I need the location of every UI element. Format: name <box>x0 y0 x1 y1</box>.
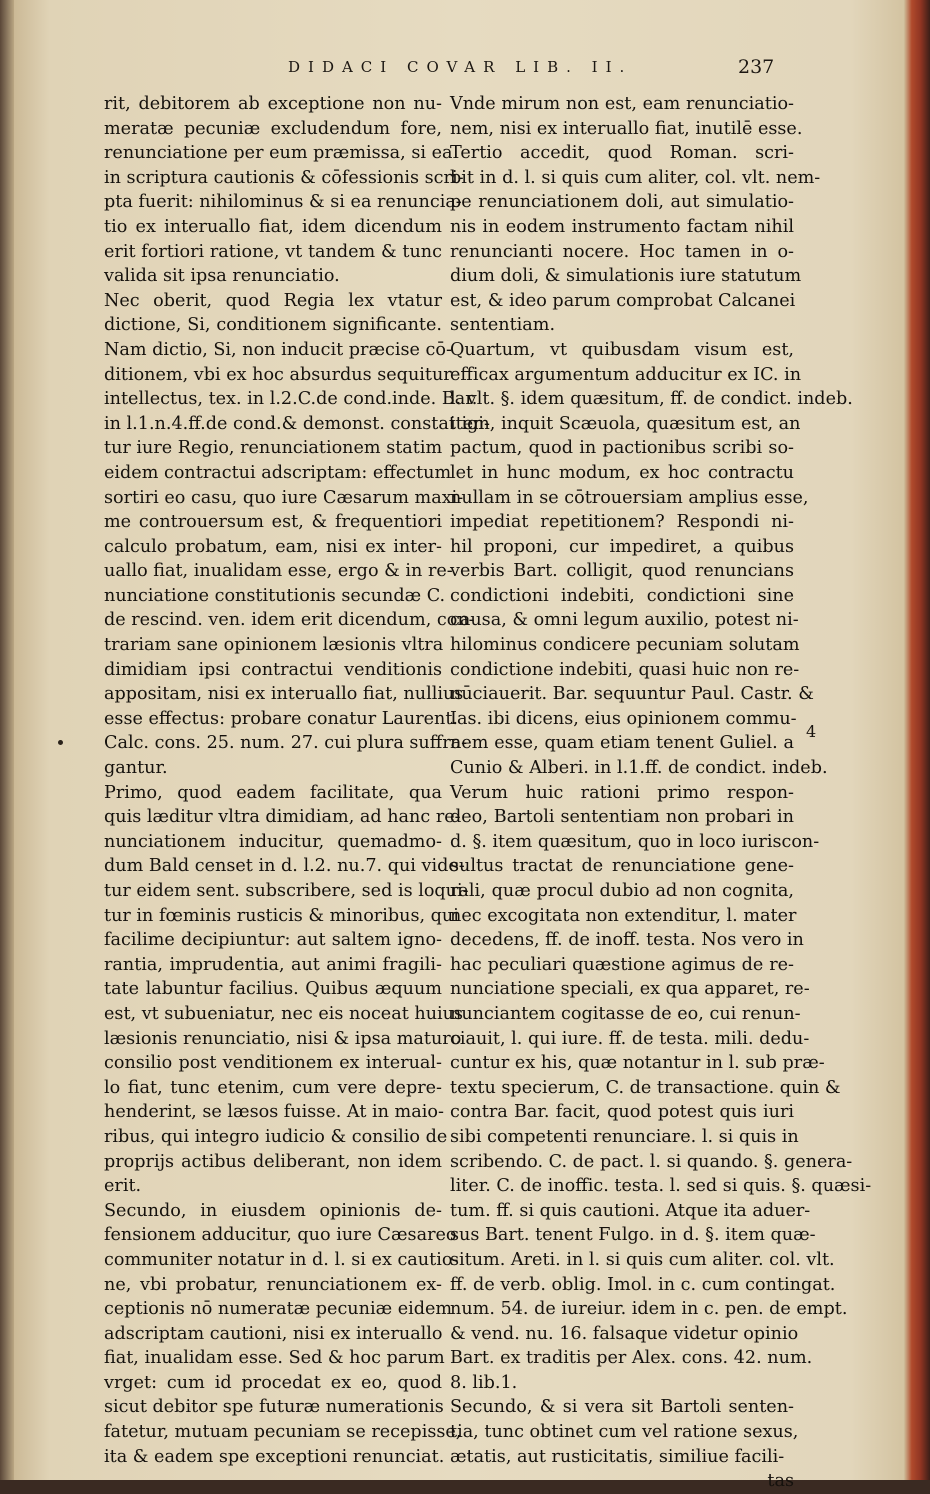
text-line: erit fortiori ratione, vt tandem & tunc <box>104 241 442 262</box>
margin-note-number: 4 <box>806 722 817 741</box>
text-line: tate labuntur facilius. Quibus æquum <box>104 979 442 1000</box>
text-line: dium doli, & simulationis iure statutum <box>450 266 802 287</box>
text-line: lo fiat, tunc etenim, cum vere depre- <box>104 1077 442 1098</box>
text-line: nem, nisi ex interuallo fiat, inutilē esse. <box>450 118 803 139</box>
text-line: Cunio & Alberi. in l.1.ff. de condict. indeb. <box>450 758 828 779</box>
text-line: proprijs actibus deliberant, non idem <box>104 1151 442 1172</box>
text-line: item, inquit Scæuola, quæsitum est, an <box>450 413 801 434</box>
text-line: valida sit ipsa renunciatio. <box>104 266 340 287</box>
text-line: de rescind. ven. idem erit dicendum, con- <box>104 610 475 631</box>
text-line: bit in d. l. si quis cum aliter, col. vlt. nem- <box>450 167 821 188</box>
text-line: Ias. ibi dicens, eius opinionem commu- <box>450 708 797 729</box>
page-header <box>0 58 930 88</box>
text-line: communiter notatur in d. l. si ex cautio- <box>104 1249 459 1270</box>
text-line: pta fuerit: nihilominus & si ea renuncia- <box>104 192 462 213</box>
text-line: hil proponi, cur impediret, a quibus <box>450 536 794 557</box>
text-line: sortiri eo casu, quo iure Cæsarum maxi- <box>104 487 464 508</box>
text-line: tur iure Regio, renunciationem statim <box>104 438 443 459</box>
text-line: Quartum, vt quibusdam visum est, <box>450 339 794 360</box>
text-line: nunciatione constitutionis secundæ C. <box>104 585 446 606</box>
text-line: scribendo. C. de pact. l. si quando. §. genera- <box>450 1151 853 1172</box>
text-line: Secundo, in eiusdem opinionis de- <box>104 1200 442 1221</box>
text-line: erit. <box>104 1176 142 1197</box>
text-line: fiat, inualidam esse. Sed & hoc parum <box>104 1348 445 1369</box>
text-line: & vend. nu. 16. falsaque videtur opinio <box>450 1323 799 1344</box>
text-line: ceptionis nō numeratæ pecuniæ eidem <box>104 1299 453 1320</box>
text-line: quis læditur vltra dimidiam, ad hanc re- <box>104 807 461 828</box>
text-line: d. §. item quæsitum, quo in loco iuriscon- <box>450 831 820 852</box>
catchword: tas <box>767 1471 794 1492</box>
text-line: in l.1.n.4.ff.de cond.& demonst. constat igi- <box>104 413 490 434</box>
text-line: consilio post venditionem ex interual- <box>104 1053 442 1074</box>
text-line: Verum huic rationi primo respon- <box>450 782 794 803</box>
text-line: ætatis, aut rusticitatis, similiue facili- <box>450 1446 785 1467</box>
text-line: tio ex interuallo fiat, idem dicendum <box>104 216 442 237</box>
folio-number: 237 <box>738 56 775 78</box>
text-line: henderint, se læsos fuisse. At in maio- <box>104 1102 444 1123</box>
text-line: rit, debitorem ab exceptione non nu- <box>104 94 442 114</box>
text-line: ribus, qui integro iudicio & consilio de <box>104 1126 448 1147</box>
text-line: Secundo, & si vera sit Bartoli senten- <box>450 1397 794 1418</box>
text-line: est, vt subueniatur, nec eis noceat huius <box>104 1003 464 1024</box>
text-line: efficax argumentum adducitur ex IC. in <box>450 364 802 385</box>
text-line: 8. lib.1. <box>450 1372 518 1393</box>
right-column <box>450 92 872 1494</box>
text-line: let in hunc modum, ex hoc contractu <box>450 462 794 483</box>
text-line: textu specierum, C. de transactione. quin & <box>450 1077 841 1098</box>
text-line: ff. de verb. oblig. Imol. in c. cum contingat. <box>450 1274 836 1295</box>
text-line: sus Bart. tenent Fulgo. in d. §. item quæ- <box>450 1225 816 1246</box>
text-line: condictione indebiti, quasi huic non re- <box>450 659 800 680</box>
text-line: contra Bar. facit, quod potest quis iuri <box>450 1102 794 1123</box>
text-line: sicut debitor spe futuræ numerationis <box>104 1397 444 1418</box>
text-line: facilime decipiuntur: aut saltem igno- <box>104 930 442 951</box>
text-line: hac peculiari quæstione agimus de re- <box>450 954 794 975</box>
text-line: dimidiam ipsi contractui venditionis <box>104 659 442 680</box>
book-spine <box>0 0 14 1480</box>
text-line: trariam sane opinionem læsionis vltra <box>104 635 444 656</box>
text-line: læsionis renunciatio, nisi & ipsa maturo <box>104 1028 462 1049</box>
text-line: nec excogitata non extenditur, l. mater <box>450 905 797 926</box>
text-line: sibi competenti renunciare. l. si quis in <box>450 1126 799 1147</box>
text-line: sententiam. <box>450 315 556 336</box>
text-line: situm. Areti. in l. si quis cum aliter. col. vlt. <box>450 1249 835 1270</box>
text-line: ne, vbi probatur, renunciationem ex- <box>104 1274 442 1295</box>
text-line: Nec oberit, quod Regia lex vtatur <box>104 290 442 311</box>
running-head: DIDACI COVAR LIB. II. <box>288 58 633 76</box>
text-line: gantur. <box>104 758 168 779</box>
text-line: condictioni indebiti, condictioni sine <box>450 585 794 606</box>
text-line: Calc. cons. 25. num. 27. cui plura suffra- <box>104 733 468 754</box>
text-line: l. vlt. §. idem quæsitum, ff. de condict. indeb. <box>450 389 853 410</box>
text-line: rali, quæ procul dubio ad non cognita, <box>450 881 794 901</box>
text-line: pe renunciationem doli, aut simulatio- <box>450 192 794 213</box>
text-line: nem esse, quam etiam tenent Guliel. a <box>450 733 794 754</box>
text-line: ita & eadem spe exceptioni renunciat. <box>104 1446 445 1467</box>
text-line: Primo, quod eadem facilitate, qua <box>104 782 442 803</box>
text-line: tia, tunc obtinet cum vel ratione sexus, <box>450 1422 799 1443</box>
text-line: rantia, imprudentia, aut animi fragili- <box>104 954 442 975</box>
text-line: num. 54. de iureiur. idem in c. pen. de empt. <box>450 1299 848 1320</box>
text-line: tum. ff. si quis cautioni. Atque ita aduer- <box>450 1200 811 1221</box>
text-line: renunciatione per eum præmissa, si ea <box>104 143 453 164</box>
text-line: cuntur ex his, quæ notantur in l. sub præ- <box>450 1053 825 1074</box>
text-line: renuncianti nocere. Hoc tamen in o- <box>450 241 794 262</box>
text-line: vrget: cum id procedat ex eo, quod <box>104 1372 442 1393</box>
text-line: est, & ideo parum comprobat Calcanei <box>450 290 796 311</box>
text-line: verbis Bart. colligit, quod renuncians <box>450 561 794 582</box>
text-line: me controuersum est, & frequentiori <box>104 512 442 533</box>
text-line: nūciauerit. Bar. sequuntur Paul. Castr. & <box>450 684 814 705</box>
text-line: pactum, quod in pactionibus scribi so- <box>450 438 794 459</box>
margin-dot <box>58 740 63 745</box>
text-line: in scriptura cautionis & cōfessionis scri- <box>104 167 464 188</box>
text-line: dum Bald censet in d. l.2. nu.7. qui vide- <box>104 856 465 877</box>
text-line: calculo probatum, eam, nisi ex inter- <box>104 536 442 557</box>
text-line: Vnde mirum non est, eam renunciatio- <box>450 94 794 114</box>
text-line: ciauit, l. qui iure. ff. de testa. mili. dedu- <box>450 1028 810 1049</box>
text-line: nullam in se cōtrouersiam amplius esse, <box>450 487 809 508</box>
text-line: hilominus condicere pecuniam solutam <box>450 635 800 656</box>
text-line: deo, Bartoli sententiam non probari in <box>450 807 794 828</box>
text-line: nunciantem cogitasse de eo, cui renun- <box>450 1003 801 1024</box>
text-line: Tertio accedit, quod Roman. scri- <box>450 143 794 164</box>
text-line: nunciatione speciali, ex qua apparet, re- <box>450 979 810 1000</box>
text-line: Bart. ex traditis per Alex. cons. 42. num. <box>450 1348 813 1369</box>
text-line: intellectus, tex. in l.2.C.de cond.inde. Bar. <box>104 389 478 410</box>
text-line: uallo fiat, inualidam esse, ergo & in re- <box>104 561 453 582</box>
text-line: fatetur, mutuam pecuniam se recepisse, <box>104 1422 462 1443</box>
text-line: tur in fœminis rusticis & minoribus, qui <box>104 905 459 926</box>
text-line: meratæ pecuniæ excludendum fore, <box>104 118 442 139</box>
text-line: impediat repetitionem? Respondi ni- <box>450 512 794 533</box>
text-line: adscriptam cautioni, nisi ex interuallo <box>104 1323 443 1344</box>
text-line: nis in eodem instrumento factam nihil <box>450 216 794 237</box>
text-line: causa, & omni legum auxilio, potest ni- <box>450 610 799 631</box>
text-line: tur eidem sent. subscribere, sed is loqui- <box>104 881 469 901</box>
text-line: nunciationem inducitur, quemadmo- <box>104 831 442 852</box>
text-line: Nam dictio, Si, non inducit præcise cō- <box>104 339 452 360</box>
text-line: fensionem adducitur, quo iure Cæsareo <box>104 1225 457 1246</box>
text-line: esse effectus: probare conatur Laurent. <box>104 708 459 729</box>
text-line: decedens, ff. de inoff. testa. Nos vero in <box>450 930 804 951</box>
text-line: sultus tractat de renunciatione gene- <box>450 856 794 877</box>
text-line: liter. C. de inoffic. testa. l. sed si quis. §. quæsi- <box>450 1176 872 1197</box>
page-edge <box>904 0 930 1480</box>
text-line: eidem contractui adscriptam: effectum <box>104 462 452 483</box>
text-line: appositam, nisi ex interuallo fiat, nullius <box>104 684 464 705</box>
text-line: dictione, Si, conditionem significante. <box>104 315 442 336</box>
text-line: ditionem, vbi ex hoc absurdus sequitur <box>104 364 452 385</box>
